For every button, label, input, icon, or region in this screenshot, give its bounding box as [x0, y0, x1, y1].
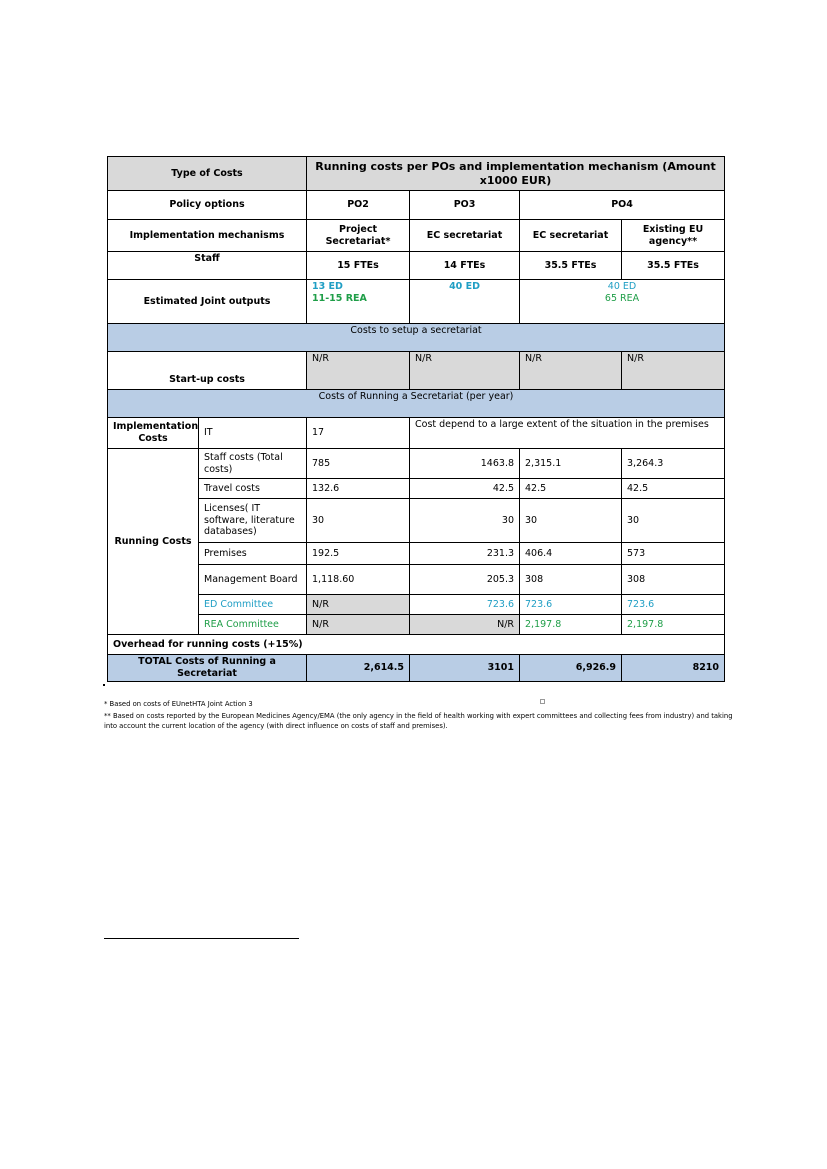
section-running-secretariat: Costs of Running a Secretariat (per year) [108, 390, 725, 418]
staff-costs-po3: 1463.8 [410, 449, 520, 479]
travel-costs-po2: 132.6 [307, 479, 410, 499]
ed-committee-po2: N/R [307, 595, 410, 615]
footnote-2: ** Based on costs reported by the European Medicines Agency/EMA (the only agency in the field of health working with expert committees and collecting fees from industry) and taking into account the current location of the agency (with direct influence on costs of staff and premises). [104, 712, 733, 730]
premises-po4-agency: 573 [622, 543, 725, 565]
overhead-label: Overhead for running costs (+15%) [108, 635, 725, 655]
footnote-rule [104, 938, 299, 939]
rea-committee-po4-agency: 2,197.8 [622, 615, 725, 635]
licenses-po4-agency: 30 [622, 499, 725, 543]
po3-header: PO3 [410, 191, 520, 220]
startup-po4-ec: N/R [520, 352, 622, 390]
staff-po2: 15 FTEs [307, 252, 410, 280]
policy-options-label: Policy options [108, 191, 307, 220]
total-po2: 2,614.5 [307, 655, 410, 682]
travel-costs-po4-agency: 42.5 [622, 479, 725, 499]
estimated-joint-outputs-label: Estimated Joint outputs [108, 280, 307, 324]
outputs-po2-rea: 11-15 REA [312, 292, 367, 304]
total-po3: 3101 [410, 655, 520, 682]
outputs-po3-ed: 40 ED [410, 280, 520, 324]
total-label: TOTAL Costs of Running a Secretariat [108, 655, 307, 682]
row-label-rea-committee: REA Committee [199, 615, 307, 635]
travel-costs-po4-ec: 42.5 [520, 479, 622, 499]
mechanism-po4-ec: EC secretariat [520, 220, 622, 252]
travel-costs-po3: 42.5 [410, 479, 520, 499]
outputs-po2-ed: 13 ED [312, 281, 343, 292]
outputs-po4 [520, 280, 725, 324]
premises-po2: 192.5 [307, 543, 410, 565]
po2-header: PO2 [307, 191, 410, 220]
outputs-po2 [307, 280, 410, 324]
management-board-po4-agency: 308 [622, 565, 725, 595]
running-costs-table [107, 156, 725, 682]
management-board-po3: 205.3 [410, 565, 520, 595]
row-label-travel-costs: Travel costs [199, 479, 307, 499]
footnote-1: * Based on costs of EUnetHTA Joint Action 3 [104, 700, 253, 708]
licenses-po2: 30 [307, 499, 410, 543]
running-costs-header: Running costs per POs and implementation mechanism (Amount x1000 EUR) [307, 157, 725, 191]
licenses-po3: 30 [410, 499, 520, 543]
it-po2: 17 [307, 418, 410, 449]
implementation-costs-label: Implementation Costs [108, 418, 199, 449]
start-up-costs-label: Start-up costs [108, 352, 307, 390]
row-label-management-board: Management Board [199, 565, 307, 595]
staff-costs-po4-agency: 3,264.3 [622, 449, 725, 479]
staff-costs-po4-ec: 2,315.1 [520, 449, 622, 479]
row-label-premises: Premises [199, 543, 307, 565]
ed-committee-po4-agency: 723.6 [622, 595, 725, 615]
outputs-po4-ed: 40 ED [607, 281, 637, 292]
management-board-po2: 1,118.60 [307, 565, 410, 595]
row-label-ed-committee: ED Committee [199, 595, 307, 615]
it-label: IT [199, 418, 307, 449]
total-po4-ec: 6,926.9 [520, 655, 622, 682]
mechanism-po3: EC secretariat [410, 220, 520, 252]
startup-po3: N/R [410, 352, 520, 390]
row-label-staff-costs: Staff costs (Total costs) [199, 449, 307, 479]
ed-committee-po4-ec: 723.6 [520, 595, 622, 615]
outputs-po4-rea: 65 REA [604, 292, 640, 304]
rea-committee-po2: N/R [307, 615, 410, 635]
section-setup-secretariat: Costs to setup a secretariat [108, 324, 725, 352]
mechanism-po2: Project Secretariat* [307, 220, 410, 252]
rea-committee-po3: N/R [410, 615, 520, 635]
mechanism-po4-agency: Existing EU agency** [622, 220, 725, 252]
row-label-licenses: Licenses( IT software, literature databases) [199, 499, 307, 543]
staff-po4-ec: 35.5 FTEs [520, 252, 622, 280]
ed-committee-po3: 723.6 [410, 595, 520, 615]
running-costs-label: Running Costs [108, 449, 199, 635]
stray-dot [103, 684, 105, 686]
staff-po4-agency: 35.5 FTEs [622, 252, 725, 280]
it-note: Cost depend to a large extent of the situation in the premises [410, 418, 725, 449]
po4-header: PO4 [520, 191, 725, 220]
implementation-mechanisms-label: Implementation mechanisms [108, 220, 307, 252]
premises-po4-ec: 406.4 [520, 543, 622, 565]
licenses-po4-ec: 30 [520, 499, 622, 543]
premises-po3: 231.3 [410, 543, 520, 565]
startup-po4-agency: N/R [622, 352, 725, 390]
staff-label: Staff [108, 252, 307, 280]
staff-po3: 14 FTEs [410, 252, 520, 280]
management-board-po4-ec: 308 [520, 565, 622, 595]
rea-committee-po4-ec: 2,197.8 [520, 615, 622, 635]
placeholder-box-icon [540, 699, 545, 704]
type-of-costs-header: Type of Costs [108, 157, 307, 191]
startup-po2: N/R [307, 352, 410, 390]
total-po4-agency: 8210 [622, 655, 725, 682]
staff-costs-po2: 785 [307, 449, 410, 479]
